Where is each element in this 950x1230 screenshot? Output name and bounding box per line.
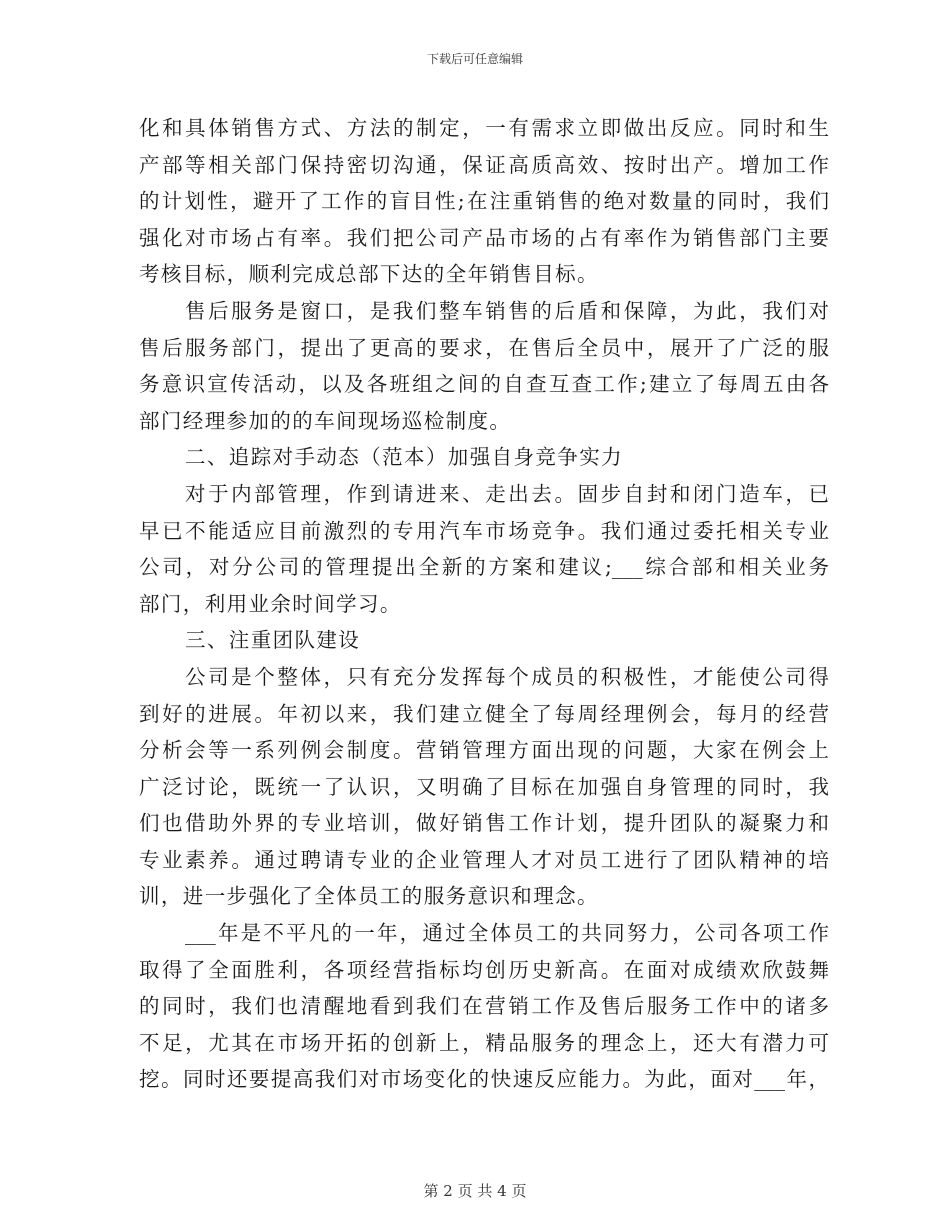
text-line: 部门，利用业余时间学习。 bbox=[139, 591, 402, 616]
paragraph-first-line: 公司是个整体，只有充分发挥每个成员的积极性，才能使公司得 bbox=[185, 664, 829, 689]
section-heading-3: 三、注重团队建设 bbox=[185, 628, 361, 653]
text-line: 分析会等一系列例会制度。营销管理方面出现的问题，大家在例会上 bbox=[139, 738, 829, 763]
text-line: 挖。同时还要提高我们对市场变化的快速反应能力。为此，面对___年， bbox=[139, 1067, 829, 1092]
paragraph-first-line: 售后服务是窗口，是我们整车销售的后盾和保障，为此，我们对 bbox=[185, 298, 829, 323]
text-line: 部门经理参加的的车间现场巡检制度。 bbox=[139, 408, 512, 433]
text-line: 取得了全面胜利，各项经营指标均创历史新高。在面对成绩欢欣鼓舞 bbox=[139, 957, 829, 982]
page-footer: 第 2 页 共 4 页 bbox=[423, 1182, 527, 1200]
section-heading-2: 二、追踪对手动态（范本）加强自身竞争实力 bbox=[185, 445, 623, 470]
text-line: 不足，尤其在市场开拓的创新上，精品服务的理念上，还大有潜力可 bbox=[139, 1030, 829, 1055]
text-line: 的同时，我们也清醒地看到我们在营销工作及售后服务工作中的诸多 bbox=[139, 994, 829, 1019]
text-line: 早已不能适应目前激烈的专用汽车市场竞争。我们通过委托相关专业 bbox=[139, 518, 829, 543]
text-line: 产部等相关部门保持密切沟通，保证高质高效、按时出产。增加工作 bbox=[139, 152, 829, 177]
text-line: 们也借助外界的专业培训，做好销售工作计划，提升团队的凝聚力和 bbox=[139, 811, 829, 836]
text-line: 售后服务部门，提出了更高的要求，在售后全员中，展开了广泛的服 bbox=[139, 335, 829, 360]
document-body bbox=[139, 110, 829, 1098]
paragraph-first-line: ___年是不平凡的一年，通过全体员工的共同努力，公司各项工作 bbox=[185, 921, 829, 946]
text-line: 的计划性，避开了工作的盲目性;在注重销售的绝对数量的同时，我们 bbox=[139, 189, 829, 214]
text-line: 务意识宣传活动，以及各班组之间的自查互查工作;建立了每周五由各 bbox=[139, 372, 829, 397]
text-line: 化和具体销售方式、方法的制定，一有需求立即做出反应。同时和生 bbox=[139, 116, 829, 140]
text-line: 专业素养。通过聘请专业的企业管理人才对员工进行了团队精神的培 bbox=[139, 847, 829, 872]
text-line: 强化对市场占有率。我们把公司产品市场的占有率作为销售部门主要 bbox=[139, 225, 829, 250]
paragraph-first-line: 对于内部管理，作到请进来、走出去。固步自封和闭门造车，已 bbox=[185, 481, 829, 506]
text-line: 训，进一步强化了全体员工的服务意识和理念。 bbox=[139, 884, 599, 909]
text-line: 考核目标，顺利完成总部下达的全年销售目标。 bbox=[139, 262, 599, 287]
text-line: 到好的进展。年初以来，我们建立健全了每周经理例会，每月的经营 bbox=[139, 701, 829, 726]
page-header: 下载后可任意编辑 bbox=[426, 52, 523, 66]
text-line: 广泛讨论，既统一了认识，又明确了目标在加强自身管理的同时，我 bbox=[139, 774, 829, 799]
text-line: 公司，对分公司的管理提出全新的方案和建议;___综合部和相关业务 bbox=[139, 555, 829, 580]
